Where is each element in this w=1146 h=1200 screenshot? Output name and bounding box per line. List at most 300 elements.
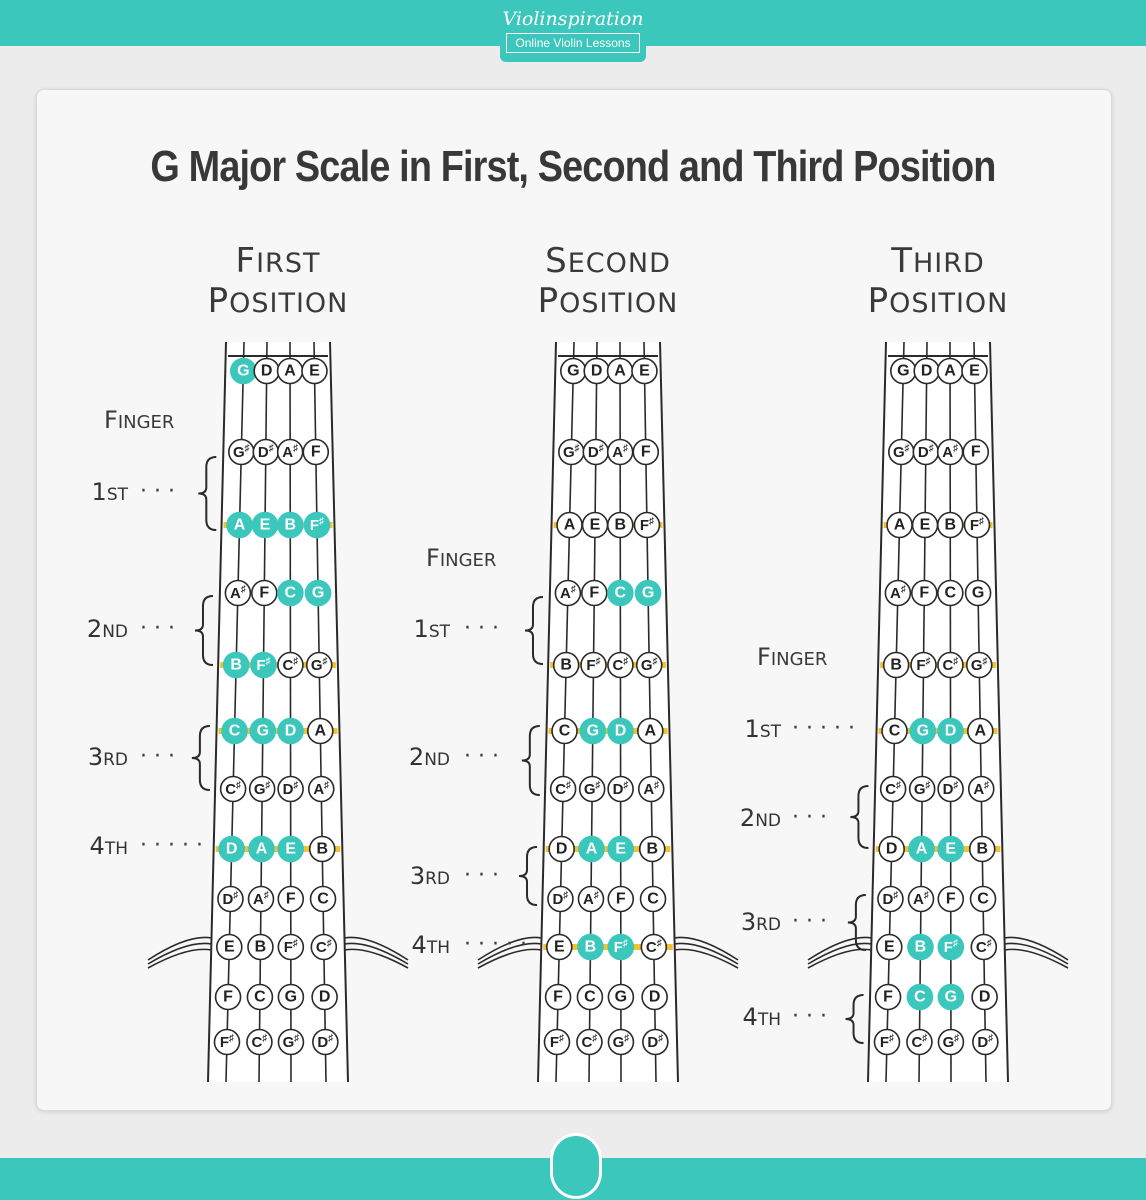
note-marker[interactable] (882, 719, 907, 744)
note-label: A (614, 362, 626, 380)
note-marker[interactable] (306, 581, 331, 606)
note-marker[interactable] (580, 719, 605, 744)
note-label: A♯ (253, 889, 269, 908)
note-marker[interactable] (544, 1030, 569, 1055)
note-marker[interactable] (938, 581, 963, 606)
note-label: A (314, 722, 327, 740)
note-marker[interactable] (577, 1030, 602, 1055)
note-marker[interactable] (938, 513, 963, 538)
note-marker[interactable] (250, 777, 275, 802)
brand-name: Violinspiration (502, 8, 644, 30)
note-label: F♯ (549, 1032, 565, 1051)
note-marker[interactable] (253, 513, 278, 538)
note-label: F (223, 988, 233, 1006)
brand-subtitle: Online Violin Lessons (506, 33, 640, 53)
note-label: C♯ (911, 1032, 928, 1051)
note-marker[interactable] (577, 985, 602, 1010)
note-marker[interactable] (608, 513, 633, 538)
note-marker[interactable] (303, 440, 328, 465)
position-title: THIRD (891, 241, 985, 281)
note-label: A (893, 516, 906, 534)
note-marker[interactable] (313, 1030, 338, 1055)
note-marker[interactable] (938, 719, 963, 744)
note-marker[interactable] (219, 837, 244, 862)
note-label: D♯ (257, 442, 274, 461)
note-label: G♯ (913, 779, 931, 798)
note-marker[interactable] (555, 581, 580, 606)
note-marker[interactable] (913, 440, 938, 465)
note-marker[interactable] (278, 719, 303, 744)
note-label: A (974, 722, 987, 740)
note-label: A♯ (913, 889, 929, 908)
note-label: G (944, 988, 958, 1006)
finger-label: 2ND (739, 804, 781, 832)
note-label: D (318, 988, 331, 1006)
note-marker[interactable] (580, 777, 605, 802)
note-marker[interactable] (642, 985, 667, 1010)
finger-label: 1ST (744, 715, 781, 743)
note-marker[interactable] (546, 985, 571, 1010)
note-label: A (284, 362, 296, 380)
note-label: D♯ (552, 889, 569, 908)
note-marker[interactable] (247, 1030, 272, 1055)
note-marker[interactable] (938, 653, 963, 678)
note-label: A♯ (612, 442, 629, 461)
note-marker[interactable] (249, 837, 274, 862)
note-label: C♯ (225, 779, 242, 798)
note-label: F♯ (969, 515, 985, 534)
note-marker[interactable] (911, 653, 936, 678)
note-marker[interactable] (254, 359, 279, 384)
note-label: E (553, 938, 565, 956)
note-marker[interactable] (639, 777, 664, 802)
note-label: D♯ (587, 442, 604, 461)
note-label: A (644, 722, 657, 740)
finger-dots: · · · (792, 1004, 827, 1029)
note-marker[interactable] (910, 777, 935, 802)
note-label: E (223, 938, 235, 956)
finger-label: 3RD (740, 908, 781, 936)
note-marker[interactable] (966, 581, 991, 606)
note-label: G (586, 722, 600, 740)
note-marker[interactable] (912, 581, 937, 606)
note-marker[interactable] (634, 513, 659, 538)
note-marker[interactable] (304, 513, 329, 538)
note-marker[interactable] (278, 513, 303, 538)
finger-brace (846, 995, 864, 1043)
note-label: G (614, 988, 628, 1006)
note-marker[interactable] (876, 985, 901, 1010)
note-marker[interactable] (962, 359, 987, 384)
note-marker[interactable] (217, 935, 242, 960)
finger-label: 4TH (89, 832, 128, 860)
note-label: A♯ (229, 583, 246, 602)
note-label: B (976, 840, 989, 858)
note-label: D (225, 840, 238, 858)
note-label: C (558, 722, 571, 740)
note-label: C (584, 988, 596, 1006)
page-title: G Major Scale in First, Second and Third Position (150, 142, 996, 191)
note-marker[interactable] (221, 777, 246, 802)
note-marker[interactable] (938, 887, 963, 912)
finger-dots: · · · (464, 863, 499, 888)
note-marker[interactable] (251, 653, 276, 678)
note-marker[interactable] (311, 935, 336, 960)
note-marker[interactable] (907, 985, 932, 1010)
note-marker[interactable] (908, 935, 933, 960)
note-marker[interactable] (887, 513, 912, 538)
note-marker[interactable] (640, 837, 665, 862)
note-marker[interactable] (638, 719, 663, 744)
note-label: A (233, 516, 246, 534)
note-marker[interactable] (970, 837, 995, 862)
note-label: F (970, 443, 981, 461)
fingerboard-2 (409, 241, 738, 1082)
note-marker[interactable] (227, 513, 252, 538)
note-label: F♯ (879, 1032, 895, 1051)
note-label: D♯ (917, 442, 934, 461)
finger-brace (192, 726, 210, 790)
note-marker[interactable] (964, 513, 989, 538)
note-label: D (978, 988, 991, 1006)
note-label: D♯ (977, 1032, 994, 1051)
note-label: D (885, 840, 898, 858)
note-marker[interactable] (938, 837, 963, 862)
note-label: F♯ (639, 515, 655, 534)
finger-dots: · · · (140, 479, 175, 504)
note-marker[interactable] (938, 440, 963, 465)
note-label: C (317, 890, 329, 908)
note-label: F (919, 584, 930, 602)
note-label: C (254, 988, 266, 1006)
finger-dots: · · · (140, 616, 175, 641)
violin-icon (550, 1133, 602, 1199)
note-marker[interactable] (312, 985, 337, 1010)
note-label: C♯ (942, 655, 959, 674)
note-label: D♯ (612, 779, 629, 798)
note-marker[interactable] (278, 1030, 303, 1055)
note-marker[interactable] (877, 935, 902, 960)
note-marker[interactable] (552, 719, 577, 744)
note-label: B (316, 840, 329, 858)
note-marker[interactable] (874, 1030, 899, 1055)
note-marker[interactable] (971, 935, 996, 960)
note-marker[interactable] (231, 359, 256, 384)
note-label: G (567, 362, 580, 380)
note-marker[interactable] (224, 653, 249, 678)
note-label: D (555, 840, 568, 858)
note-marker[interactable] (578, 887, 603, 912)
note-label: F♯ (586, 655, 601, 674)
note-label: A♯ (282, 442, 299, 461)
note-label: A♯ (313, 779, 330, 798)
note-marker[interactable] (938, 777, 963, 802)
note-marker[interactable] (885, 581, 910, 606)
note-marker[interactable] (583, 513, 608, 538)
note-label: C♯ (975, 937, 992, 956)
note-label: F (259, 584, 270, 602)
note-label: G (237, 362, 250, 380)
note-label: D (590, 362, 603, 380)
note-marker[interactable] (938, 359, 963, 384)
note-label: F (640, 443, 651, 461)
note-marker[interactable] (222, 719, 247, 744)
position-title: SECOND (545, 241, 671, 281)
finger-heading: FINGER (426, 544, 497, 572)
note-label: A (563, 516, 576, 534)
finger-brace (850, 786, 868, 848)
note-label: C (888, 722, 901, 740)
note-marker[interactable] (636, 581, 661, 606)
note-marker[interactable] (910, 719, 935, 744)
note-marker[interactable] (608, 653, 633, 678)
fingerboard-1 (87, 241, 408, 1082)
note-label: F (945, 890, 956, 908)
note-marker[interactable] (608, 935, 633, 960)
note-marker[interactable] (214, 1030, 239, 1055)
note-marker[interactable] (641, 887, 666, 912)
note-label: C♯ (612, 655, 629, 674)
note-label: C♯ (555, 779, 572, 798)
note-label: G♯ (892, 442, 910, 461)
note-label: E (639, 362, 650, 380)
note-label: G (916, 722, 930, 740)
note-marker[interactable] (608, 887, 633, 912)
note-label: E (259, 516, 271, 534)
finger-label: 2ND (408, 743, 450, 771)
note-label: C♯ (645, 937, 662, 956)
note-marker[interactable] (248, 935, 273, 960)
note-marker[interactable] (582, 581, 607, 606)
note-marker[interactable] (547, 935, 572, 960)
note-marker[interactable] (608, 985, 633, 1010)
note-marker[interactable] (973, 1030, 998, 1055)
note-marker[interactable] (551, 777, 576, 802)
note-marker[interactable] (561, 359, 586, 384)
note-label: D♯ (282, 779, 299, 798)
note-label: F (883, 988, 893, 1006)
note-marker[interactable] (967, 653, 992, 678)
note-marker[interactable] (643, 1030, 668, 1055)
finger-brace (522, 726, 540, 795)
note-label: F (589, 584, 600, 602)
fingerboard-3 (740, 241, 1068, 1082)
note-marker[interactable] (548, 887, 573, 912)
note-marker[interactable] (972, 985, 997, 1010)
note-marker[interactable] (881, 777, 906, 802)
note-marker[interactable] (608, 581, 633, 606)
note-label: C♯ (251, 1032, 268, 1051)
finger-dots: · · · (464, 744, 499, 769)
note-label: B (254, 938, 267, 956)
note-marker[interactable] (637, 653, 662, 678)
position-subtitle: POSITION (867, 281, 1009, 321)
finger-brace (198, 457, 216, 530)
note-marker[interactable] (632, 359, 657, 384)
note-marker[interactable] (963, 440, 988, 465)
note-label: A (585, 840, 598, 858)
note-label: A (915, 840, 928, 858)
note-label: G (971, 584, 985, 602)
note-label: G♯ (583, 779, 601, 798)
note-marker[interactable] (608, 719, 633, 744)
note-label: D (648, 988, 661, 1006)
position-title: FIRST (235, 241, 321, 281)
note-marker[interactable] (225, 581, 250, 606)
finger-dots: · · · (464, 616, 499, 641)
note-marker[interactable] (302, 359, 327, 384)
note-label: G♯ (282, 1032, 300, 1051)
finger-label: 1ST (413, 615, 450, 643)
note-label: F♯ (916, 655, 931, 674)
note-marker[interactable] (278, 887, 303, 912)
note-marker[interactable] (250, 719, 275, 744)
note-marker[interactable] (891, 359, 916, 384)
note-marker[interactable] (968, 719, 993, 744)
note-label: F♯ (283, 937, 298, 956)
note-label: C (977, 890, 989, 908)
note-marker[interactable] (608, 837, 633, 862)
note-marker[interactable] (578, 935, 603, 960)
note-marker[interactable] (278, 935, 303, 960)
note-label: A♯ (559, 583, 576, 602)
note-label: A♯ (889, 583, 906, 602)
finger-label: 1ST (91, 478, 128, 506)
note-label: F♯ (219, 1032, 235, 1051)
note-marker[interactable] (278, 359, 303, 384)
note-label: D (944, 722, 957, 740)
note-marker[interactable] (633, 440, 658, 465)
note-label: D♯ (317, 1032, 334, 1051)
note-label: A♯ (973, 779, 990, 798)
note-label: G♯ (942, 1032, 960, 1051)
note-label: D♯ (647, 1032, 664, 1051)
note-marker[interactable] (608, 1030, 633, 1055)
note-marker[interactable] (938, 1030, 963, 1055)
note-marker[interactable] (554, 653, 579, 678)
note-marker[interactable] (559, 440, 584, 465)
finger-heading: FINGER (104, 406, 175, 434)
note-marker[interactable] (549, 837, 574, 862)
note-label: G♯ (640, 655, 658, 674)
note-marker[interactable] (907, 1030, 932, 1055)
note-label: B (944, 516, 957, 534)
note-marker[interactable] (878, 887, 903, 912)
note-label: G♯ (232, 442, 250, 461)
note-marker[interactable] (278, 581, 303, 606)
note-label: C♯ (282, 655, 299, 674)
note-marker[interactable] (216, 985, 241, 1010)
note-label: C♯ (315, 937, 332, 956)
note-marker[interactable] (608, 777, 633, 802)
note-label: B (560, 656, 572, 674)
note-marker[interactable] (310, 837, 335, 862)
note-marker[interactable] (278, 837, 303, 862)
note-label: G♯ (612, 1032, 630, 1051)
note-marker[interactable] (579, 837, 604, 862)
note-marker[interactable] (248, 887, 273, 912)
note-label: G (311, 584, 325, 602)
note-marker[interactable] (278, 985, 303, 1010)
note-label: B (284, 516, 297, 534)
note-marker[interactable] (278, 440, 303, 465)
note-marker[interactable] (938, 985, 963, 1010)
finger-dots: · · · (140, 744, 175, 769)
note-label: G♯ (310, 655, 328, 674)
note-label: E (615, 840, 627, 858)
note-label: C♯ (581, 1032, 598, 1051)
note-label: G♯ (562, 442, 580, 461)
note-label: D (920, 362, 933, 380)
position-subtitle: POSITION (537, 281, 679, 321)
note-marker[interactable] (309, 777, 334, 802)
note-marker[interactable] (278, 653, 303, 678)
note-marker[interactable] (879, 837, 904, 862)
note-marker[interactable] (581, 653, 606, 678)
note-marker[interactable] (253, 440, 278, 465)
note-label: A (255, 840, 268, 858)
note-marker[interactable] (584, 359, 609, 384)
note-label: A♯ (643, 779, 660, 798)
note-marker[interactable] (218, 887, 243, 912)
note-marker[interactable] (608, 440, 633, 465)
note-marker[interactable] (909, 837, 934, 862)
note-marker[interactable] (608, 359, 633, 384)
finger-label: 3RD (409, 862, 450, 890)
note-marker[interactable] (938, 935, 963, 960)
note-label: F♯ (613, 937, 628, 956)
note-marker[interactable] (557, 513, 582, 538)
note-marker[interactable] (247, 985, 272, 1010)
note-label: E (883, 938, 895, 956)
note-label: B (890, 656, 902, 674)
note-marker[interactable] (913, 513, 938, 538)
finger-dots: · · · · · (464, 932, 527, 957)
note-marker[interactable] (908, 887, 933, 912)
note-label: B (646, 840, 659, 858)
note-label: G (641, 584, 655, 602)
note-label: F (310, 443, 321, 461)
finger-brace (525, 597, 543, 664)
note-label: E (969, 362, 980, 380)
note-label: D (614, 722, 627, 740)
note-marker[interactable] (914, 359, 939, 384)
finger-dots: · · · · · (140, 833, 203, 858)
note-marker[interactable] (889, 440, 914, 465)
note-label: F (553, 988, 563, 1006)
note-marker[interactable] (969, 777, 994, 802)
note-marker[interactable] (252, 581, 277, 606)
note-label: F♯ (943, 937, 958, 956)
note-marker[interactable] (311, 887, 336, 912)
note-marker[interactable] (278, 777, 303, 802)
note-marker[interactable] (308, 719, 333, 744)
note-marker[interactable] (884, 653, 909, 678)
note-label: F♯ (256, 655, 271, 674)
note-marker[interactable] (229, 440, 254, 465)
note-marker[interactable] (583, 440, 608, 465)
note-marker[interactable] (641, 935, 666, 960)
note-label: E (309, 362, 320, 380)
finger-dots: · · · · · (792, 716, 855, 741)
note-marker[interactable] (307, 653, 332, 678)
note-label: G♯ (253, 779, 271, 798)
finger-label: 4TH (411, 931, 450, 959)
note-marker[interactable] (971, 887, 996, 912)
note-label: G (256, 722, 270, 740)
note-label: G♯ (970, 655, 988, 674)
note-label: D♯ (222, 889, 239, 908)
